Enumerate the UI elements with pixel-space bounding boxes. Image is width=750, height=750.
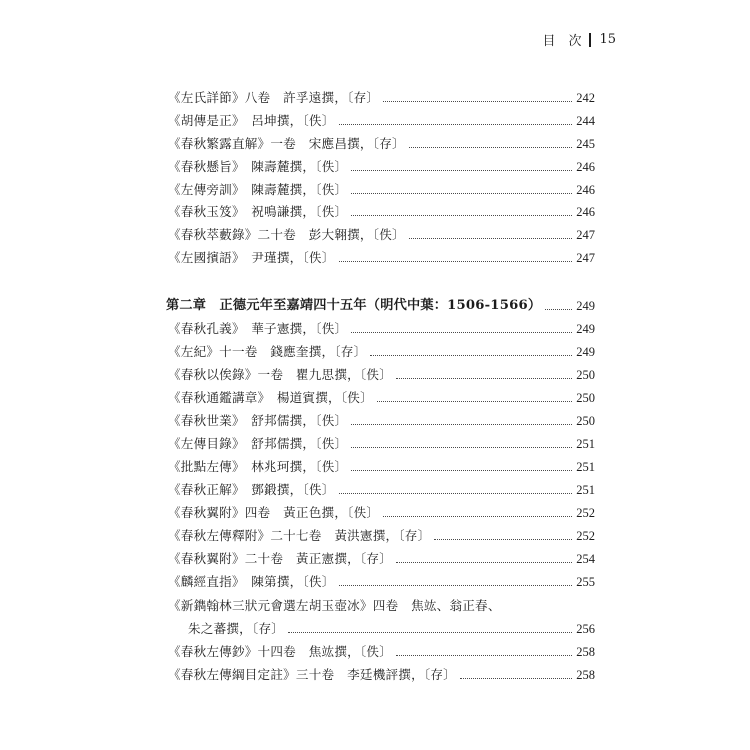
toc-entry-page: 258: [576, 645, 595, 659]
toc-entry: [168, 549, 595, 569]
dot-leader: [351, 423, 572, 425]
toc-entry-page: 251: [576, 437, 595, 451]
dot-leader: [351, 192, 572, 194]
dot-leader: [460, 677, 572, 679]
toc-entry: [168, 365, 595, 385]
toc-entry-page: 249: [576, 345, 595, 359]
dot-leader: [409, 237, 572, 239]
toc-entry-title: 《春秋通鑑講章》 楊道賓撰，〔佚〕: [168, 390, 373, 405]
toc-entry-page: 242: [576, 91, 595, 105]
dot-leader: [409, 146, 572, 148]
toc-entry-page: 244: [576, 114, 595, 128]
toc-entry-page: 252: [576, 506, 595, 520]
toc-entry: [168, 180, 595, 200]
toc-entry: [168, 342, 595, 362]
toc-entry: [168, 248, 595, 268]
toc-entry-title: 《春秋翼附》四卷 黃正色撰，〔佚〕: [168, 505, 380, 520]
toc-entry-page: 252: [576, 529, 595, 543]
toc-entry: [168, 319, 595, 339]
toc-entry: [168, 503, 595, 523]
dot-leader: [351, 169, 572, 171]
toc-entry: [168, 457, 595, 477]
toc-entry-title: 《春秋左傳綱目定註》三十卷 李廷機評撰，〔存〕: [168, 667, 456, 682]
toc-entry: [168, 157, 595, 177]
toc-entry-page: 256: [576, 622, 595, 636]
toc-entry-page: 247: [576, 251, 595, 265]
toc-entry-title: 《春秋萃藪錄》二十卷 彭大翱撰，〔佚〕: [168, 227, 405, 242]
toc-entry-page: 250: [576, 368, 595, 382]
dot-leader: [396, 561, 572, 563]
dot-leader: [396, 654, 572, 656]
toc-entry: [168, 225, 595, 245]
toc-entry: [168, 388, 595, 408]
dot-leader: [339, 123, 573, 125]
toc-entry-title: 《麟經直指》 陳第撰，〔佚〕: [168, 574, 335, 589]
toc-entry-page: 246: [576, 160, 595, 174]
toc-entry-page: 245: [576, 137, 595, 151]
toc-entry-page: 250: [576, 391, 595, 405]
running-head-divider: [589, 33, 591, 47]
toc-entry-title: 《春秋以俟錄》一卷 瞿九思撰，〔佚〕: [168, 367, 392, 382]
toc-entry-title: 《春秋懸旨》 陳壽麓撰，〔佚〕: [168, 159, 348, 174]
toc-entry: [168, 572, 595, 592]
toc-entry: [168, 434, 595, 454]
dot-leader: [288, 631, 572, 633]
toc-entry-title: 《春秋孔義》 華子憲撰，〔佚〕: [168, 321, 348, 336]
toc-entry: [168, 202, 595, 222]
dot-leader: [351, 331, 572, 333]
dot-leader: [383, 100, 572, 102]
dot-leader: [383, 515, 572, 517]
toc-entry-title: 《春秋正解》 鄧鍛撰，〔佚〕: [168, 482, 335, 497]
toc-entry-title: 《春秋左傳釋附》二十七卷 黃洪憲撰，〔存〕: [168, 528, 431, 543]
toc-entry-title-continued: 朱之蕃撰，〔存〕: [188, 621, 285, 636]
toc-entry: [168, 642, 595, 662]
dot-leader: [351, 446, 572, 448]
toc-entry-page: 249: [576, 322, 595, 336]
chapter-heading-title: 第二章 正德元年至嘉靖四十五年（明代中葉：1506-1566）: [166, 298, 542, 313]
toc-entry-page: 254: [576, 552, 595, 566]
dot-leader: [339, 260, 573, 262]
toc-entry-page: 251: [576, 460, 595, 474]
toc-entry: [168, 665, 595, 685]
dot-leader: [545, 308, 572, 310]
running-head-page-number: 15: [599, 32, 616, 47]
dot-leader: [434, 538, 572, 540]
toc-entry-title: 《春秋繁露直解》一卷 宋應昌撰，〔存〕: [168, 136, 405, 151]
chapter-heading-page: 249: [576, 299, 595, 313]
toc-entry: [168, 111, 595, 131]
toc-entry-title: 《左氏詳節》八卷 許孚遠撰，〔存〕: [168, 90, 380, 105]
toc-entry-title: 《新鐫翰林三狀元會選左胡玉壺冰》四卷 焦竑、翁正春、: [168, 598, 501, 613]
toc-entry: [168, 411, 595, 431]
toc-entry-page: 246: [576, 205, 595, 219]
toc-entry-page: 255: [576, 575, 595, 589]
toc-entry: [168, 480, 595, 500]
toc-entry-title: 《左傳旁訓》 陳壽麓撰，〔佚〕: [168, 182, 348, 197]
dot-leader: [351, 469, 572, 471]
chapter-heading: [166, 296, 595, 316]
toc-entry: [168, 526, 595, 546]
toc-entry-continuation: [186, 619, 595, 639]
running-head-title: 目 次: [542, 34, 582, 49]
toc-entry-page: 258: [576, 668, 595, 682]
toc-entry-title: 《春秋世業》 舒邦儒撰，〔佚〕: [168, 413, 348, 428]
toc-entry-title: 《春秋左傳鈔》十四卷 焦竑撰，〔佚〕: [168, 644, 392, 659]
toc-entry-page: 251: [576, 483, 595, 497]
toc-entry-title: 《左紀》十一卷 錢應奎撰，〔存〕: [168, 344, 367, 359]
toc-entry-title: 《左傳目錄》 舒邦儒撰，〔佚〕: [168, 436, 348, 451]
toc-entry-page: 246: [576, 183, 595, 197]
toc-entry: [168, 134, 595, 154]
dot-leader: [377, 400, 572, 402]
toc-entry-title: 《左國擯語》 尹瑾撰，〔佚〕: [168, 250, 335, 265]
toc-entry-title: 《春秋翼附》二十卷 黃正憲撰，〔存〕: [168, 551, 392, 566]
toc-entry-title: 《批點左傳》 林兆珂撰，〔佚〕: [168, 459, 348, 474]
toc-entry-title: 《春秋玉笈》 祝鳴謙撰，〔佚〕: [168, 204, 348, 219]
toc-entry-page: 247: [576, 228, 595, 242]
running-head: [542, 30, 616, 49]
dot-leader: [339, 492, 573, 494]
toc-entry: [168, 88, 595, 108]
toc-entry-page: 250: [576, 414, 595, 428]
dot-leader: [351, 214, 572, 216]
toc-entry-title: 《胡傳是正》 呂坤撰，〔佚〕: [168, 113, 335, 128]
dot-leader: [339, 584, 573, 586]
dot-leader: [370, 354, 572, 356]
toc-entry-first-line: [168, 596, 595, 616]
dot-leader: [396, 377, 572, 379]
